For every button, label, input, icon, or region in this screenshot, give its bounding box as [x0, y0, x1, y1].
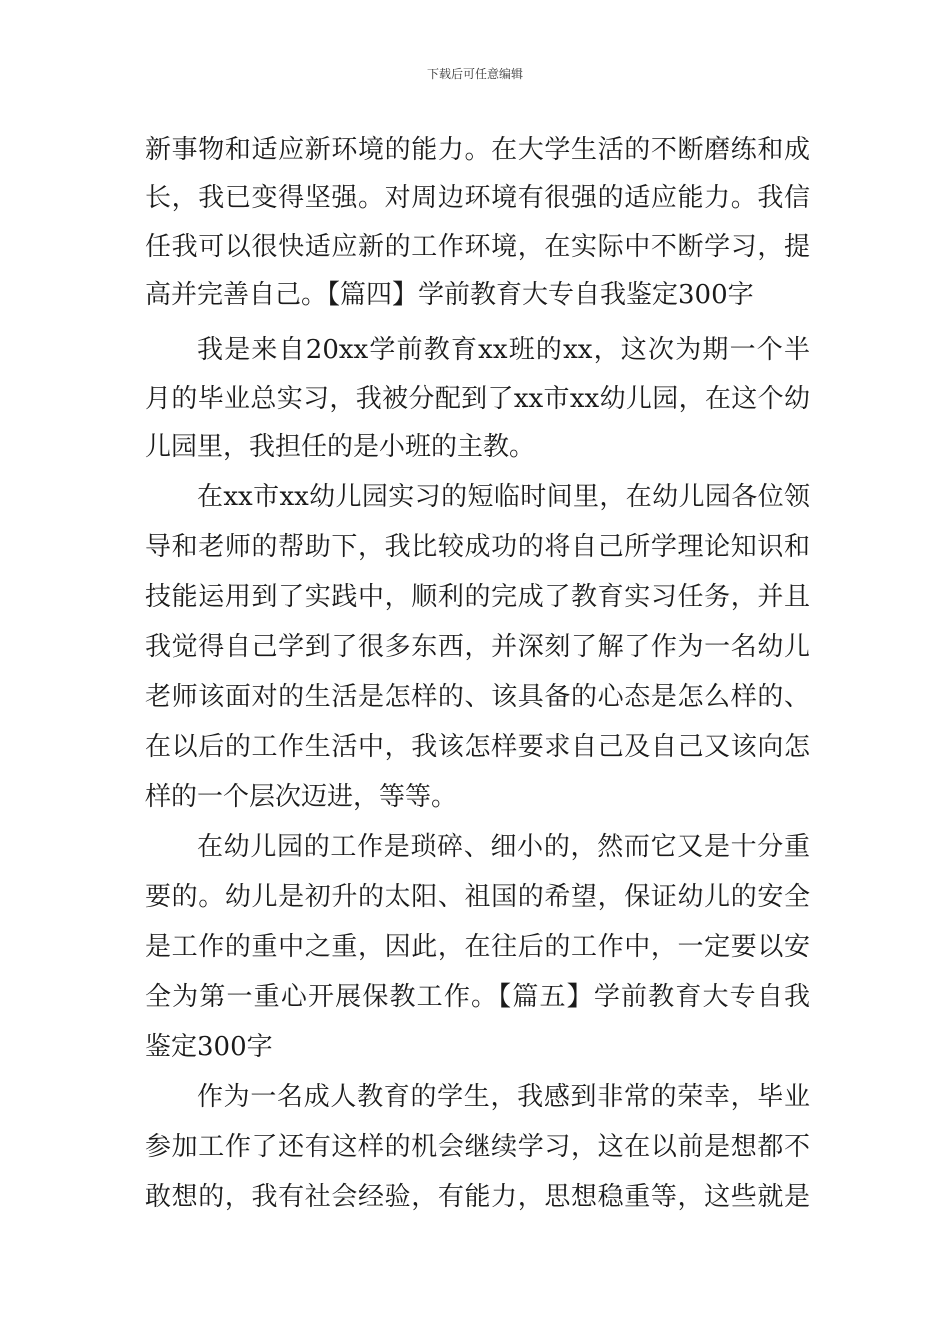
text-line: 新事物和适应新环境的能力。在大学生活的不断磨练和成: [145, 135, 810, 165]
text-line: 导和老师的帮助下，我比较成功的将自己所学理论知识和: [145, 532, 810, 562]
text-line: 在以后的工作生活中，我该怎样要求自己及自己又该向怎: [145, 732, 810, 762]
text-line: 鉴定300字: [145, 1032, 273, 1062]
text-line: 技能运用到了实践中，顺利的完成了教育实习任务，并且: [145, 582, 810, 612]
text-line: 长，我已变得坚强。对周边环境有很强的适应能力。我信: [145, 183, 810, 213]
text-line: 敢想的，我有社会经验，有能力，思想稳重等，这些就是: [145, 1182, 810, 1212]
page-header: 下载后可任意编辑: [426, 67, 523, 81]
text-line: 月的毕业总实习，我被分配到了xx市xx幼儿园，在这个幼: [145, 384, 810, 414]
text-line: 全为第一重心开展保教工作。【篇五】学前教育大专自我: [145, 982, 810, 1012]
text-line: 作为一名成人教育的学生，我感到非常的荣幸，毕业: [197, 1082, 810, 1112]
text-line: 高并完善自己。【篇四】学前教育大专自我鉴定300字: [145, 280, 754, 310]
text-line: 样的一个层次迈进，等等。: [145, 782, 458, 812]
text-line: 参加工作了还有这样的机会继续学习，这在以前是想都不: [145, 1132, 810, 1162]
text-line: 我是来自20xx学前教育xx班的xx，这次为期一个半: [197, 335, 810, 365]
text-line: 是工作的重中之重，因此，在往后的工作中，一定要以安: [145, 932, 810, 962]
text-line: 要的。幼儿是初升的太阳、祖国的希望，保证幼儿的安全: [145, 882, 810, 912]
text-line: 儿园里，我担任的是小班的主教。: [145, 432, 536, 462]
text-line: 在幼儿园的工作是琐碎、细小的，然而它又是十分重: [197, 832, 810, 862]
text-line: 老师该面对的生活是怎样的、该具备的心态是怎么样的、: [145, 682, 810, 712]
text-line: 我觉得自己学到了很多东西，并深刻了解了作为一名幼儿: [145, 632, 810, 662]
text-line: 在xx市xx幼儿园实习的短临时间里，在幼儿园各位领: [197, 482, 810, 512]
text-line: 任我可以很快适应新的工作环境，在实际中不断学习，提: [145, 232, 810, 262]
